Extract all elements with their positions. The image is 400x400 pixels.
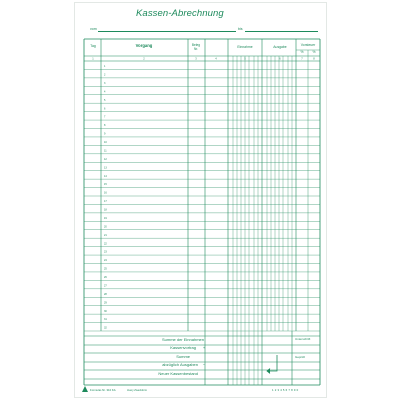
row-number: 3: [104, 81, 106, 85]
vom-label: vom: [90, 27, 97, 31]
row-number: 11: [104, 149, 107, 153]
column-number: 4: [215, 57, 217, 61]
row-number: 15: [104, 183, 107, 187]
column-number: 6: [279, 57, 281, 61]
neuer-kassenbestand-label: Neuer Kassenbestand: [158, 371, 198, 376]
publisher-logo-icon: [82, 386, 88, 392]
kassenvortrag-label: Kassenvortrag: [170, 345, 196, 350]
geprueft-label: Geprüft: [295, 355, 306, 359]
row-number: 18: [104, 208, 107, 212]
row-number: 2: [104, 73, 106, 77]
row-number: 6: [104, 107, 106, 111]
row-number: 23: [104, 250, 107, 254]
row-number: 4: [104, 90, 106, 94]
header-beleg: Beleg: [191, 43, 201, 47]
minus-sign: −: [202, 362, 206, 367]
row-number: 1: [104, 65, 106, 69]
row-number: 31: [104, 318, 107, 322]
header-ausgabe: Ausgabe: [273, 45, 287, 49]
carry-arrow-icon: [267, 355, 277, 374]
bis-label: bis: [238, 27, 243, 31]
header-einnahme: Einnahme: [237, 45, 253, 49]
row-number: 10: [104, 141, 107, 145]
row-number: 19: [104, 216, 107, 220]
header-vorgang: Vorgang: [135, 43, 153, 48]
footer-form-no: Formular-Nr. 310 KA: [90, 388, 116, 392]
column-number: 3: [195, 57, 197, 61]
summe-label: Summe: [176, 354, 190, 359]
column-number: 1: [92, 57, 94, 61]
form-title: Kassen-Abrechnung: [136, 8, 224, 19]
row-number: 17: [104, 200, 107, 204]
row-number: 30: [104, 309, 107, 313]
row-number: 20: [104, 225, 107, 229]
header-vorsteuer: Vorsteuer: [300, 43, 316, 47]
row-number: 29: [104, 301, 107, 305]
row-number: 8: [104, 124, 106, 128]
unterschrift-label: Unterschrift: [295, 337, 311, 341]
footer-publisher: Avery Zweckform: [127, 389, 147, 392]
header-vorsteuer-pct1: %: [300, 50, 304, 54]
row-number: 24: [104, 259, 107, 263]
row-number: 7: [104, 115, 106, 119]
header-beleg-nr: Nr.: [193, 47, 199, 51]
column-number: 5: [244, 57, 246, 61]
header-vorsteuer-pct2: %: [312, 50, 316, 54]
row-number: 5: [104, 98, 106, 102]
row-number: 12: [104, 157, 107, 161]
plus-sign: +: [202, 345, 206, 350]
row-number: 16: [104, 191, 107, 195]
row-number: 13: [104, 166, 107, 170]
row-number: 28: [104, 292, 107, 296]
row-number: 14: [104, 174, 107, 178]
column-number: 8: [313, 57, 315, 61]
row-number: 26: [104, 276, 107, 280]
row-number: 25: [104, 267, 107, 271]
row-number: 9: [104, 132, 106, 136]
row-number: 22: [104, 242, 107, 246]
footer-code: 1 2 3 4 5 6 7 8 9 0: [272, 388, 299, 392]
summe-einnahmen-label: Summe der Einnahmen: [161, 337, 204, 342]
abzueglich-label: abzüglich Ausgaben: [162, 362, 198, 367]
row-number: 21: [104, 233, 107, 237]
row-number: 32: [104, 326, 107, 330]
column-number: 2: [143, 57, 145, 61]
header-tag: Tag: [90, 44, 96, 48]
column-number: 7: [301, 57, 303, 61]
row-number: 27: [104, 284, 107, 288]
